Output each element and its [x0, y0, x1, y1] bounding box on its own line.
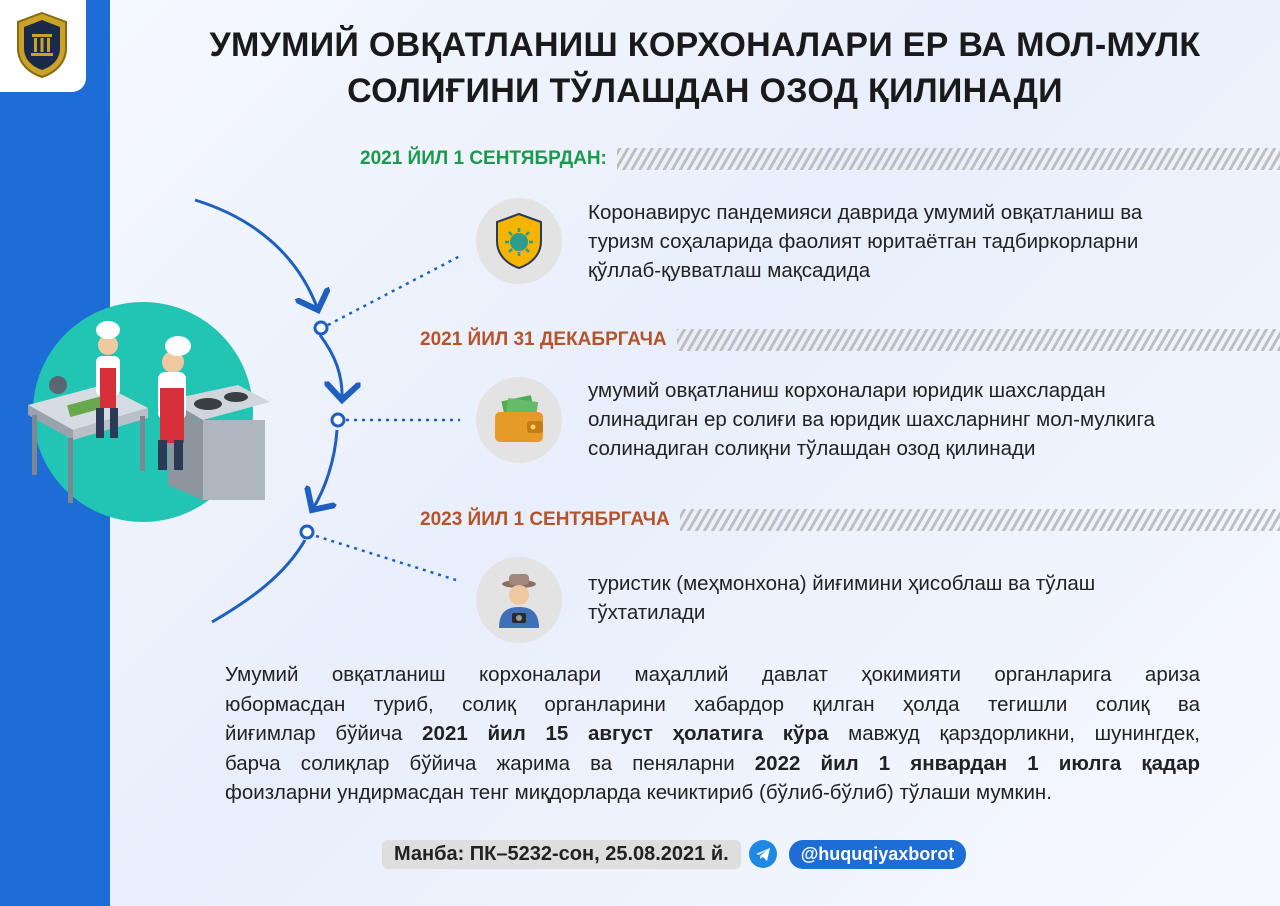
- stripe-divider-1: [617, 148, 1280, 170]
- source-label: Манба: ПК–5232-сон, 25.08.2021 й.: [382, 840, 741, 869]
- body-line-3c: мавжуд қарздорликни, шунингдек,: [828, 722, 1200, 745]
- section-1-line-2: туризм соҳаларида фаолият юритаётган тадбиркорларни: [588, 230, 1139, 253]
- section-2-description: [588, 376, 1278, 463]
- date-header-1: [360, 146, 1280, 172]
- section-3-line-1: туристик (меҳмонхона) йиғимини ҳисоблаш ва тўлаш: [588, 572, 1096, 595]
- section-1-line-3: қўллаб-қувватлаш мақсадида: [588, 259, 871, 282]
- telegram-handle-link[interactable]: @huquqiyaxborot: [789, 840, 967, 869]
- section-2-line-2: олинадиган ер солиғи ва юридик шахсларнинг мол-мулкига: [588, 408, 1155, 431]
- telegram-icon[interactable]: [749, 840, 777, 868]
- timeline-node-3: [301, 526, 313, 538]
- section-3-line-2: тўхтатилади: [588, 601, 706, 624]
- body-line-2: юбормасдан туриб, солиқ органларини хабардор қилган ҳолда тегишли солиқ ва: [225, 692, 1200, 716]
- section-2-line-1: умумий овқатланиш корхоналари юридик шахслардан: [588, 379, 1106, 402]
- body-line-3: [225, 719, 1200, 749]
- body-line-1: Умумий овқатланиш корхоналари маҳаллий давлат ҳокимияти органларига ариза: [225, 663, 1200, 686]
- date-label-3: 2023 ЙИЛ 1 СЕНТЯБРГАЧА: [420, 509, 670, 530]
- date-header-3: [420, 507, 1280, 533]
- date-label-1: 2021 ЙИЛ 1 СЕНТЯБРДАН:: [360, 148, 607, 169]
- body-line-3a: йиғимлар бўйича: [225, 722, 423, 745]
- stripe-divider-2: [677, 329, 1280, 351]
- timeline-arrow-3: [312, 430, 337, 510]
- footer: [382, 838, 966, 870]
- chefs-cooking-illustration: [8, 300, 278, 530]
- icon-badge-2: [476, 377, 562, 463]
- tourist-icon: [489, 570, 549, 630]
- stripe-divider-3: [680, 509, 1280, 531]
- body-line-5: фоизларни ундирмасдан тенг миқдорларда кечиктириб (бўлиб-бўлиб) тўлаши мумкин.: [225, 781, 1052, 804]
- date-label-2: 2021 ЙИЛ 31 ДЕКАБРГАЧА: [420, 329, 667, 350]
- wallet-icon: [489, 390, 549, 450]
- title-line-1: УМУМИЙ ОВҚАТЛАНИШ КОРХОНАЛАРИ ЕР ВА МОЛ-МУЛК: [209, 26, 1201, 64]
- body-line-4a: барча солиқлар бўйича жарима ва пеняларни: [225, 751, 755, 775]
- dotted-connector-1: [328, 255, 462, 325]
- timeline-arrow-2: [320, 335, 342, 400]
- telegram-plane-icon: [749, 840, 777, 868]
- dotted-connector-3: [316, 536, 456, 580]
- virus-shield-icon: [489, 211, 549, 271]
- section-2-line-3: солинадиган солиқни тўлашдан озод қилинади: [588, 437, 1036, 460]
- timeline-node-2: [332, 414, 344, 426]
- section-1-description: [588, 198, 1268, 285]
- section-1-line-1: Коронавирус пандемияси даврида умумий овқатланиш ва: [588, 201, 1143, 224]
- timeline-arrow-4: [212, 540, 305, 622]
- body-paragraph: [225, 660, 1200, 808]
- icon-badge-1: [476, 198, 562, 284]
- title-line-2: СОЛИҒИНИ ТЎЛАШДАН ОЗОД ҚИЛИНАДИ: [347, 72, 1063, 110]
- icon-badge-3: [476, 557, 562, 643]
- body-line-4: [225, 749, 1200, 779]
- section-3-description: [588, 569, 1268, 627]
- body-line-4-bold: 2022 йил 1 январдан 1 июлга қадар: [754, 751, 1200, 775]
- body-line-3-bold: 2021 йил 15 август ҳолатига кўра: [422, 722, 829, 745]
- timeline-arrow-1: [195, 200, 318, 310]
- timeline-node-1: [315, 322, 327, 334]
- date-header-2: [420, 327, 1280, 353]
